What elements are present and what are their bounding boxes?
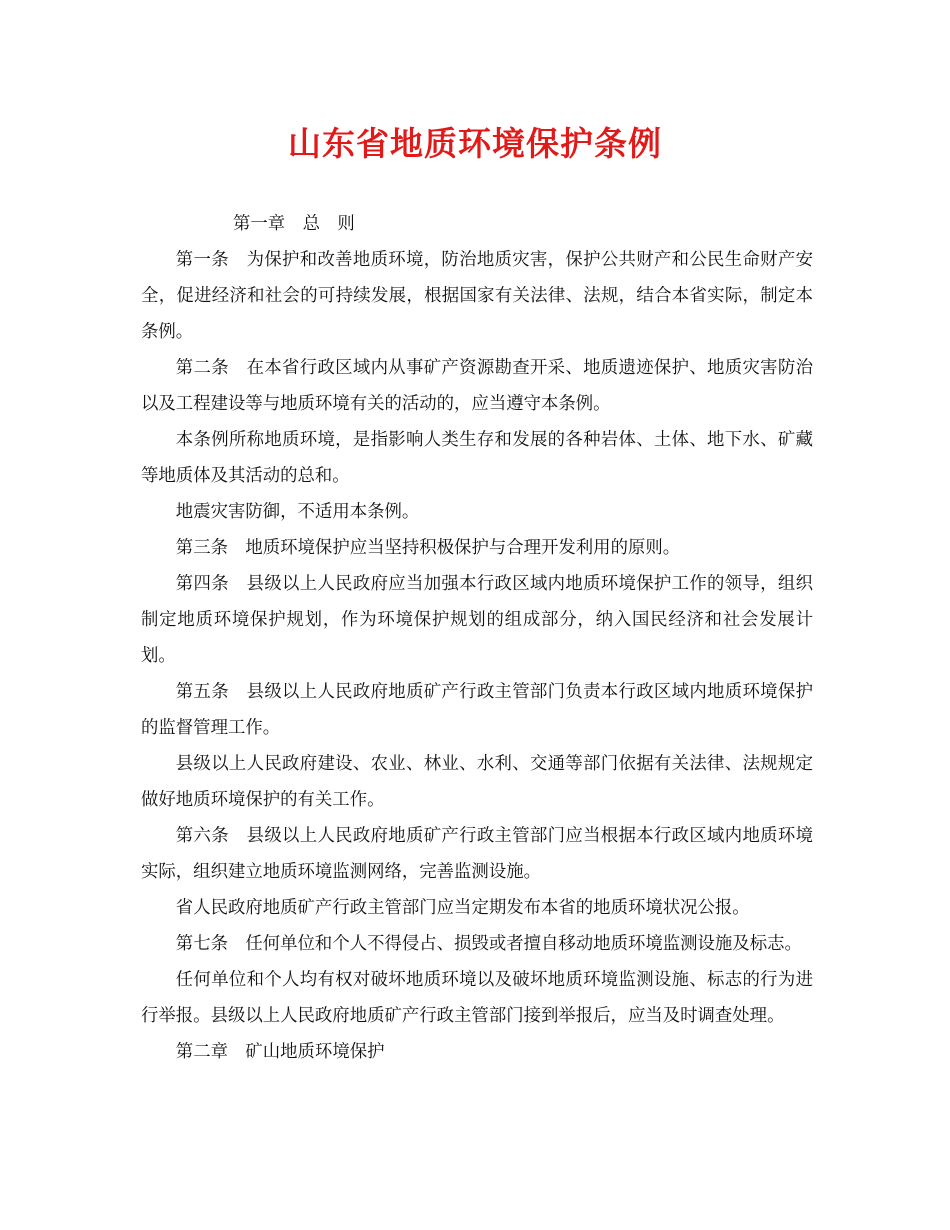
article-2-definition-paragraph: 本条例所称地质环境，是指影响人类生存和发展的各种岩体、土体、地下水、矿藏等地质体及其活动的总和。 <box>141 430 813 486</box>
document-body <box>141 206 813 1070</box>
chapter-heading-2: 第二章 矿山地质环境保护 <box>175 1042 385 1062</box>
article-6-bulletin-paragraph: 省人民政府地质矿产行政主管部门应当定期发布本省的地质环境状况公报。 <box>175 898 750 918</box>
article-7-paragraph: 第七条 任何单位和个人不得侵占、损毁或者擅自移动地质环境监测设施及标志。 <box>175 934 802 954</box>
chapter-heading-1: 第一章 总 则 <box>233 214 355 234</box>
article-5-paragraph: 第五条 县级以上人民政府地质矿产行政主管部门负责本行政区域内地质环境保护的监督管理工作。 <box>141 682 813 738</box>
article-3-paragraph: 第三条 地质环境保护应当坚持积极保护与合理开发利用的原则。 <box>175 538 681 558</box>
article-2-exclusion-paragraph: 地震灾害防御，不适用本条例。 <box>175 502 420 522</box>
article-6-paragraph: 第六条 县级以上人民政府地质矿产行政主管部门应当根据本行政区域内地质环境实际，组织建立地质环境监测网络，完善监测设施。 <box>141 826 813 882</box>
article-5-departments-paragraph: 县级以上人民政府建设、农业、林业、水利、交通等部门依据有关法律、法规规定做好地质环境保护的有关工作。 <box>141 754 813 810</box>
article-7-report-paragraph: 任何单位和个人均有权对破坏地质环境以及破坏地质环境监测设施、标志的行为进行举报。县级以上人民政府地质矿产行政主管部门接到举报后，应当及时调查处理。 <box>141 970 813 1026</box>
article-2-paragraph: 第二条 在本省行政区域内从事矿产资源勘查开采、地质遗迹保护、地质灾害防治以及工程建设等与地质环境有关的活动的，应当遵守本条例。 <box>141 358 813 414</box>
document-title: 山东省地质环境保护条例 <box>288 124 662 163</box>
article-4-paragraph: 第四条 县级以上人民政府应当加强本行政区域内地质环境保护工作的领导，组织制定地质环境保护规划，作为环境保护规划的组成部分，纳入国民经济和社会发展计划。 <box>141 574 813 666</box>
article-1-paragraph: 第一条 为保护和改善地质环境，防治地质灾害，保护公共财产和公民生命财产安全，促进经济和社会的可持续发展，根据国家有关法律、法规，结合本省实际，制定本条例。 <box>141 250 813 342</box>
